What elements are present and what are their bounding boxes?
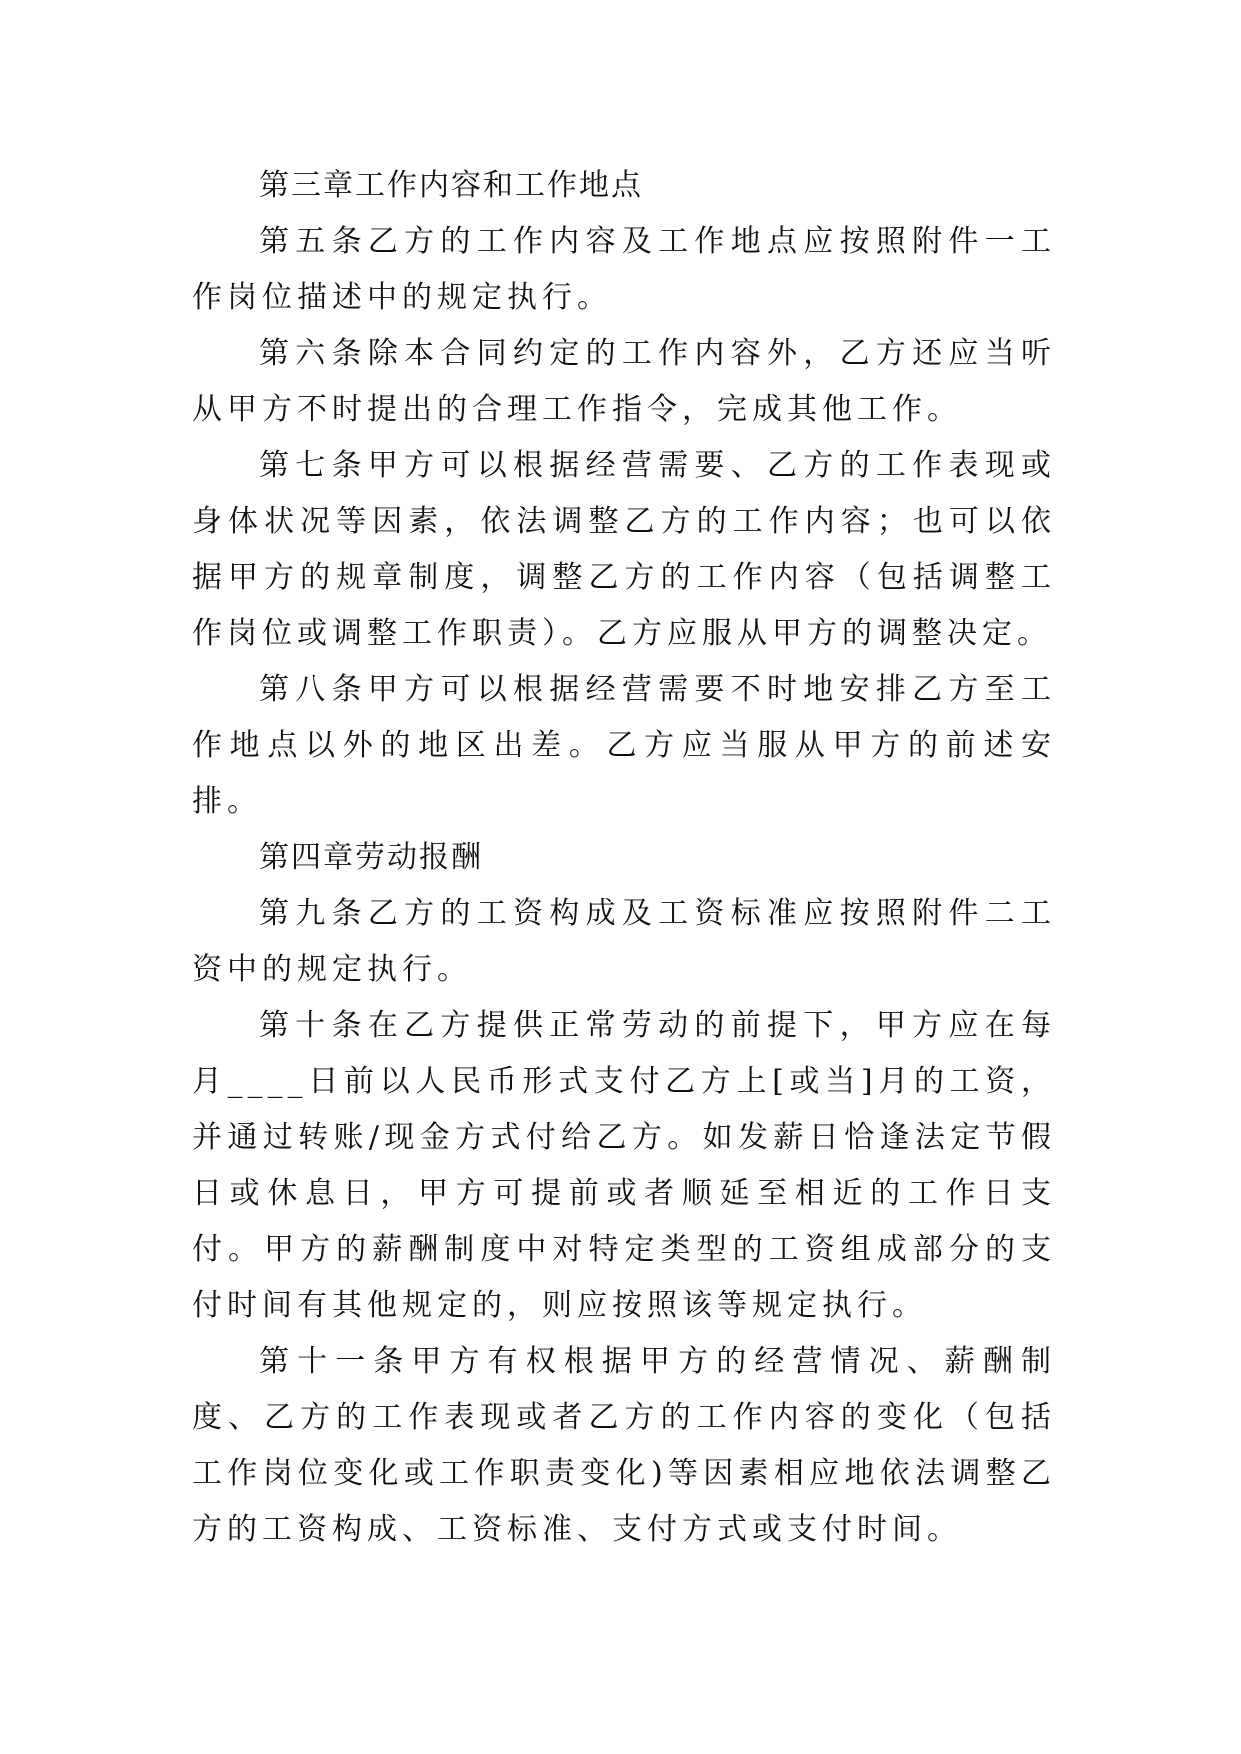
chapter-four-heading: 第四章劳动报酬 — [259, 840, 483, 875]
article-6-paragraph: 第六条除本合同约定的工作内容外，乙方还应当听从甲方不时提出的合理工作指令，完成其他工作。 — [192, 336, 1056, 427]
document-page — [192, 158, 1056, 1558]
article-8-paragraph: 第八条甲方可以根据经营需要不时地安排乙方至工作地点以外的地区出差。乙方应当服从甲方的前述安排。 — [192, 672, 1056, 819]
article-10-paragraph: 第十条在乙方提供正常劳动的前提下，甲方应在每月____日前以人民币形式支付乙方上[或当]月的工资，并通过转账/现金方式付给乙方。如发薪日恰逢法定节假日或休息日，甲方可提前或者顺延至相近的工作日支付。甲方的薪酬制度中对特定类型的工资组成部分的支付时间有其他规定的，则应按照该等规定执行。 — [192, 1008, 1056, 1323]
article-11-paragraph: 第十一条甲方有权根据甲方的经营情况、薪酬制度、乙方的工作表现或者乙方的工作内容的变化（包括工作岗位变化或工作职责变化)等因素相应地依法调整乙方的工资构成、工资标准、支付方式或支付时间。 — [192, 1344, 1056, 1547]
article-5-paragraph: 第五条乙方的工作内容及工作地点应按照附件一工作岗位描述中的规定执行。 — [192, 224, 1056, 315]
article-7-paragraph: 第七条甲方可以根据经营需要、乙方的工作表现或身体状况等因素，依法调整乙方的工作内容；也可以依据甲方的规章制度，调整乙方的工作内容（包括调整工作岗位或调整工作职责）。乙方应服从甲方的调整决定。 — [192, 448, 1056, 651]
article-9-paragraph: 第九条乙方的工资构成及工资标准应按照附件二工资中的规定执行。 — [192, 896, 1056, 987]
chapter-three-heading: 第三章工作内容和工作地点 — [259, 168, 643, 203]
